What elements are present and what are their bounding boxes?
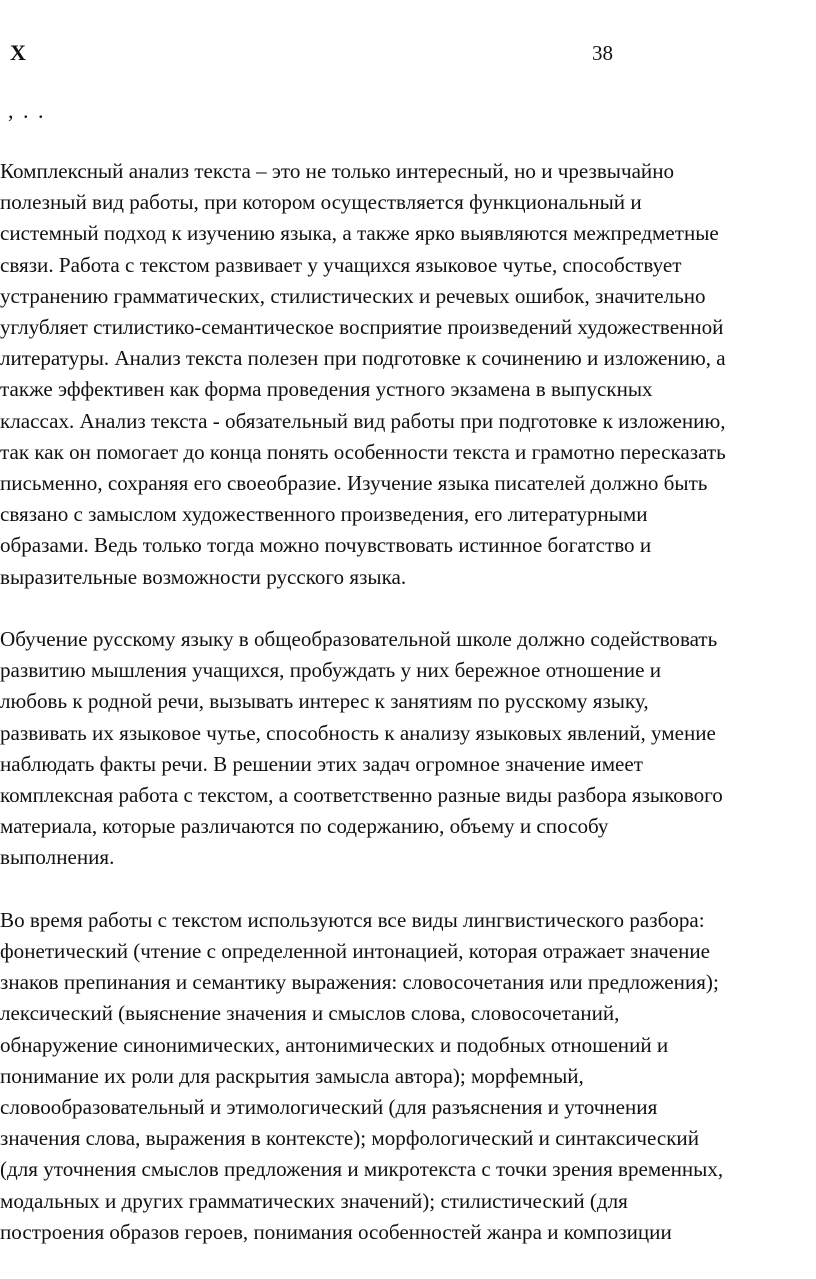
text-line: построения образов героев, понимания особенностей жанра и композиции: [0, 1219, 672, 1244]
page-number: 38: [592, 41, 613, 65]
text-line: выполнения.: [0, 845, 115, 870]
text-line: углубляет стилистико-семантическое восприятие произведений художественной: [0, 315, 724, 340]
text-line: словообразовательный и этимологический (для разъяснения и уточнения: [0, 1095, 658, 1120]
punctuation-line: , . .: [8, 98, 46, 123]
text-line: Во время работы с текстом используются все виды лингвистического разбора:: [0, 907, 705, 932]
text-line: устранению грамматических, стилистических и речевых ошибок, значительно: [0, 283, 706, 308]
text-line: любовь к родной речи, вызывать интерес к занятиям по русскому языку,: [0, 689, 649, 714]
text-line: комплексная работа с текстом, а соответственно разные виды разбора языкового: [0, 783, 723, 808]
text-line: Комплексный анализ текста – это не только интересный, но и чрезвычайно: [0, 159, 675, 183]
text-line: знаков препинания и семантику выражения: словосочетания или предложения);: [0, 970, 719, 995]
text-line: развитию мышления учащихся, пробуждать у них бережное отношение и: [0, 658, 662, 683]
text-line: связано с замыслом художественного произведения, его литературными: [0, 502, 648, 527]
text-line: лексический (выяснение значения и смыслов слова, словосочетаний,: [0, 1001, 620, 1026]
text-line: Обучение русскому языку в общеобразовательной школе должно содействовать: [0, 627, 718, 652]
text-line: фонетический (чтение с определенной интонацией, которая отражает значение: [0, 939, 710, 964]
text-line: письменно, сохраняя его своеобразие. Изучение языка писателей должно быть: [0, 471, 708, 496]
text-line: обнаружение синонимических, антонимических и подобных отношений и: [0, 1032, 669, 1057]
corner-mark: Х: [10, 40, 26, 65]
text-line: значения слова, выражения в контексте); морфологический и синтаксический: [0, 1126, 700, 1151]
paragraph: [0, 905, 816, 1248]
text-line: материала, которые различаются по содержанию, объему и способу: [0, 814, 609, 839]
text-line: связи. Работа с текстом развивает у учащихся языковое чутье, способствует: [0, 252, 682, 277]
text-line: литературы. Анализ текста полезен при подготовке к сочинению и изложению, а: [0, 346, 726, 371]
document-body: [0, 156, 816, 1279]
text-line: развивать их языковое чутье, способность к анализу языковых явлений, умение: [0, 720, 716, 745]
text-line: полезный вид работы, при котором осуществляется функциональный и: [0, 190, 642, 215]
text-line: модальных и других грамматических значений); стилистический (для: [0, 1188, 628, 1213]
paragraph: [0, 156, 816, 593]
text-line: наблюдать факты речи. В решении этих задач огромное значение имеет: [0, 751, 643, 776]
paragraph: [0, 624, 816, 874]
text-line: системный подход к изучению языка, а также ярко выявляются межпредметные: [0, 221, 719, 246]
text-line: понимание их роли для раскрытия замысла автора); морфемный,: [0, 1063, 584, 1088]
text-line: также эффективен как форма проведения устного экзамена в выпускных: [0, 377, 653, 402]
text-line: образами. Ведь только тогда можно почувствовать истинное богатство и: [0, 533, 652, 558]
text-line: выразительные возможности русского языка.: [0, 564, 407, 589]
text-line: (для уточнения смыслов предложения и микротекста с точки зрения временных,: [0, 1157, 724, 1182]
text-line: классах. Анализ текста - обязательный вид работы при подготовке к изложению,: [0, 408, 726, 433]
text-line: так как он помогает до конца понять особенности текста и грамотно пересказать: [0, 439, 726, 464]
